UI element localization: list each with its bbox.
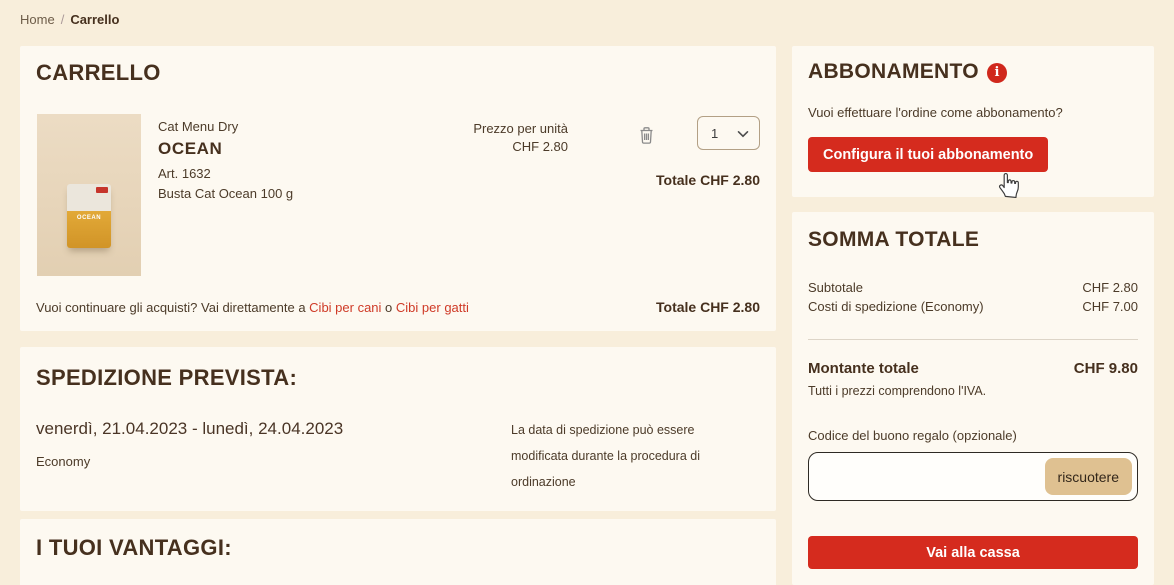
shipping-title: SPEDIZIONE PREVISTA: <box>36 365 298 390</box>
unit-price-value: CHF 2.80 <box>512 139 568 154</box>
product-image[interactable] <box>37 114 141 276</box>
subtotal-label: Subtotale <box>808 280 863 295</box>
delete-item-button[interactable] <box>634 125 658 149</box>
pouch-label: OCEAN <box>76 214 102 221</box>
configure-subscription-button[interactable]: Configura il tuoi abbonamento <box>808 137 1048 172</box>
checkout-button[interactable]: Vai alla cassa <box>808 536 1138 569</box>
brand-chip <box>96 187 108 193</box>
product-name: OCEAN <box>158 139 223 158</box>
subscription-card <box>792 46 1154 197</box>
product-description: Busta Cat Ocean 100 g <box>158 186 294 201</box>
subscription-question: Vuoi effettuare l'ordine come abbonamento? <box>808 105 1063 120</box>
cart-card <box>20 46 776 331</box>
summary-title: SOMMA TOTALE <box>808 228 980 251</box>
info-icon[interactable]: i <box>987 63 1007 83</box>
unit-price-label: Prezzo per unità <box>473 121 568 136</box>
chevron-down-icon <box>737 126 749 141</box>
cursor-pointer-icon <box>996 168 1022 203</box>
voucher-box <box>808 452 1138 501</box>
product-brand: Cat Menu Dry <box>158 119 239 134</box>
summary-row-shipping <box>808 297 1138 316</box>
total-row <box>808 360 1138 377</box>
shipping-method: Economy <box>36 454 91 469</box>
product-pouch-illustration <box>67 184 111 248</box>
benefits-card <box>20 519 776 585</box>
product-row <box>36 114 760 279</box>
shipping-dates: venerdì, 21.04.2023 - lunedì, 24.04.2023 <box>36 419 344 438</box>
total-label: Montante totale <box>808 360 919 377</box>
summary-divider <box>808 339 1138 340</box>
shipping-card <box>20 347 776 511</box>
vat-note: Tutti i prezzi comprendono l'IVA. <box>808 384 987 398</box>
dogs-food-link[interactable]: Cibi per cani <box>309 299 382 315</box>
shipping-cost-value: CHF 7.00 <box>1082 299 1138 314</box>
benefits-title: I TUOI VANTAGGI: <box>36 535 232 560</box>
breadcrumb-separator: / <box>60 12 65 27</box>
cart-title: CARRELLO <box>36 60 161 85</box>
breadcrumb-home-link[interactable]: Home <box>20 12 55 27</box>
redeem-button[interactable]: riscuotere <box>1045 458 1132 495</box>
subscription-title: ABBONAMENTO <box>808 60 979 83</box>
shipping-note: La data di spedizione può essere modificata durante la procedura di ordinazione <box>511 423 701 489</box>
trash-icon <box>638 126 655 148</box>
shipping-info <box>36 419 343 495</box>
total-value: CHF 9.80 <box>1073 360 1138 377</box>
product-info <box>158 114 760 204</box>
continue-shopping-text: Vuoi continuare gli acquisti? Vai direttamente a Cibi per cani o Cibi per gatti <box>36 299 469 315</box>
item-total: Totale CHF 2.80 <box>656 172 760 188</box>
summary-card <box>792 212 1154 585</box>
breadcrumb <box>20 12 1154 27</box>
cart-total: Totale CHF 2.80 <box>656 299 760 315</box>
quantity-select[interactable] <box>697 116 760 150</box>
quantity-value: 1 <box>711 125 719 141</box>
subtotal-value: CHF 2.80 <box>1082 280 1138 295</box>
unit-price <box>473 120 568 156</box>
voucher-label: Codice del buono regalo (opzionale) <box>808 428 1017 443</box>
shipping-cost-label: Costi di spedizione (Economy) <box>808 299 984 314</box>
breadcrumb-current: Carrello <box>70 12 120 27</box>
cats-food-link[interactable]: Cibi per gatti <box>395 299 469 315</box>
summary-row-subtotal <box>808 278 1138 297</box>
product-article-number: Art. 1632 <box>158 166 211 181</box>
